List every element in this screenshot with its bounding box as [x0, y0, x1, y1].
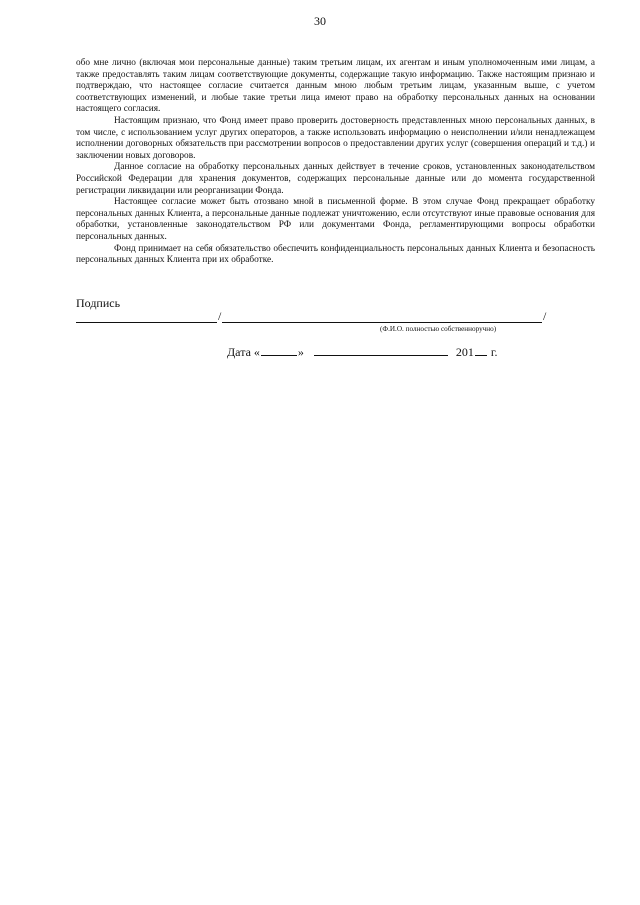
full-name-caption: (Ф.И.О. полностью собственноручно)	[380, 325, 497, 333]
signature-title: Подпись	[76, 296, 121, 310]
signature-separator-slash: /	[218, 309, 222, 323]
signature-end-slash: /	[543, 309, 547, 323]
page-number: 30	[314, 14, 326, 28]
date-close-quote: »	[297, 345, 304, 359]
consent-body-text	[76, 58, 595, 267]
paragraph-confidentiality: Фонд принимает на себя обязательство обеспечить конфиденциальность персональных данных Клиента и безопасность персональных данных Клиента при их обработке.	[76, 243, 595, 266]
paragraph-revocation: Настоящее согласие может быть отозвано мной в письменной форме. В этом случае Фонд прекращает обработку персональных данных Клиента, а персональные данные подлежат уничтожению, если отсутствуют иные правовые основания для обработки, установленные законодательством РФ или документами Фонда, регламентирующими вопросы обработки персональных данных.	[76, 197, 595, 242]
date-month-blank[interactable]	[314, 343, 448, 356]
paragraph-validity-period: Данное согласие на обработку персональных данных действует в течение сроков, установленных законодательством Российской Федерации для хранения документов, содержащих персональные данные или до момента государственной регистрации ликвидации или реорганизации Фонда.	[76, 162, 595, 196]
signature-blank-line[interactable]	[76, 322, 217, 323]
date-day-blank[interactable]	[261, 343, 297, 356]
date-year-blank[interactable]	[475, 343, 487, 356]
paragraph-verification: Настоящим признаю, что Фонд имеет право проверить достоверность представленных мною персональных данных, в том числе, с использованием услуг других операторов, а также использовать информацию о неисполнении и/или ненадлежащем исполнении договорных обязательств при рассмотрении вопросов о предоставлении других услуг (совершения операций и т.д.) и заключении новых договоров.	[76, 115, 595, 161]
paragraph-third-parties: обо мне лично (включая мои персональные данные) таким третьим лицам, их агентам и иным уполномоченным ими лицам, а также предоставлять таким лицам соответствующие документы, содержащие такую информацию. Также настоящим признаю и подтверждаю, что настоящее согласие считается данным мною любым третьим лицам, указанным выше, с учетом соответствующих изменений, и любые такие третьи лица имеют право на обработку персональных данных на основании настоящего согласия.	[76, 58, 595, 115]
date-year-prefix: 201	[455, 345, 474, 359]
date-year-suffix: г.	[490, 345, 498, 359]
full-name-blank-line[interactable]	[222, 322, 542, 323]
date-row	[227, 343, 498, 360]
date-label: Дата «	[227, 345, 260, 359]
